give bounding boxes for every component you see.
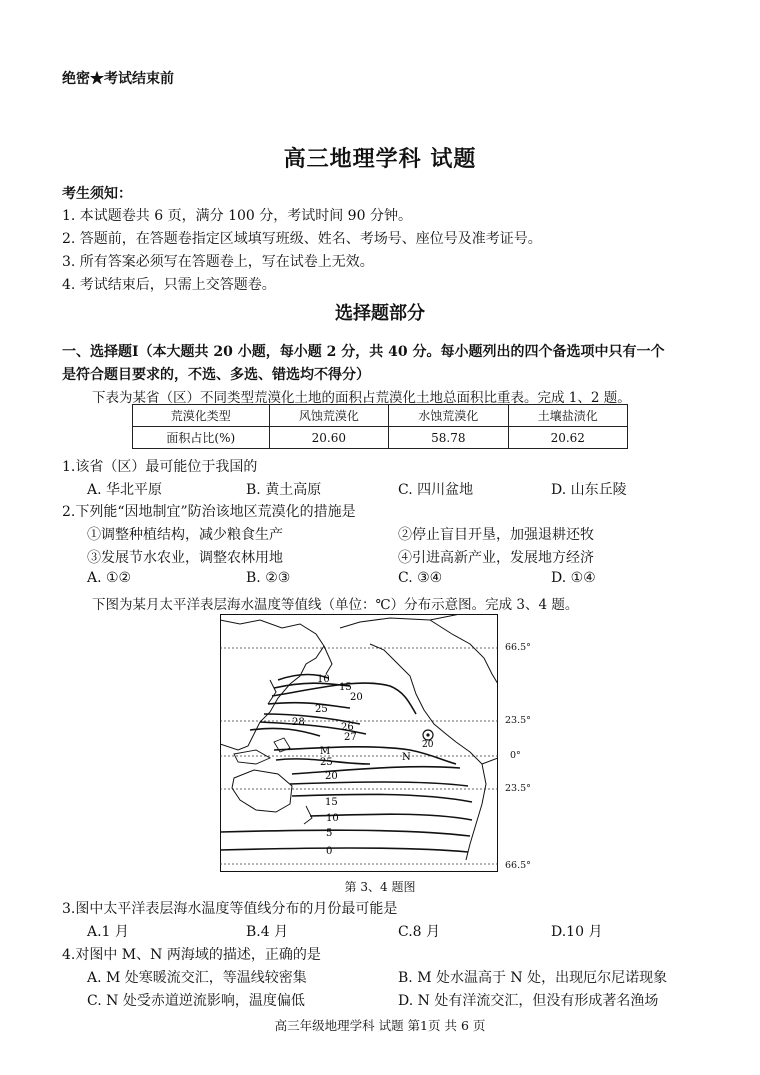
table-cell: 20.60 [269,427,388,449]
q2-option-a: A. ①② [87,570,132,586]
label-20: 20 [350,692,363,703]
note-item: 3. 所有答案必须写在答题卷上，写在试卷上无效。 [62,254,374,270]
label-28: 28 [292,717,305,728]
q2-choice-4: ④引进高新产业，发展地方经济 [398,550,594,566]
table-header-row [133,405,628,427]
label-10: 10 [317,674,330,685]
table-header-cell: 风蚀荒漠化 [269,405,388,427]
q2-choice-2: ②停止盲目开垦，加强退耕还牧 [398,527,594,543]
note-item: 2. 答题前，在答题卷指定区域填写班级、姓名、考场号、座位号及准考证号。 [62,231,542,247]
label-s20: 20 [325,771,338,782]
label-15: 15 [339,682,352,693]
note-item: 4. 考试结束后，只需上交答题卷。 [62,277,276,293]
marker-n: N [402,752,411,763]
q3-option-d: D.10 月 [551,924,603,940]
label-26: 26 [341,722,354,733]
q2-choice-3: ③发展节水农业，调整农林用地 [87,550,283,566]
confidential-mark: 绝密★考试结束前 [62,71,174,87]
q2-option-d: D. ①④ [551,570,596,586]
q4-option-a: A. M 处寒暖流交汇，等温线较密集 [87,970,307,986]
lat-label-66n: 66.5° [505,642,531,653]
paper-title: 高三地理学科 试题 [283,146,477,172]
table-row [133,427,628,449]
part-instructions-line2: 是符合题目要求的，不选、多选、错选均不得分） [62,367,370,383]
page-footer: 高三年级地理学科 试题 第1页 共 6 页 [274,1018,486,1033]
label-25: 25 [315,704,328,715]
section-title: 选择题部分 [335,303,425,324]
label-s15: 15 [325,797,338,808]
figure-caption: 第 3、4 题图 [344,880,416,894]
q3-option-c: C.8 月 [398,924,441,940]
map-frame [221,615,498,872]
label-27: 27 [344,732,357,743]
q4-option-b: B. M 处水温高于 N 处，出现厄尔尼诺现象 [398,970,668,986]
table-header-cell: 水蚀荒漠化 [389,405,508,427]
q1-option-d: D. 山东丘陵 [551,482,627,498]
table-cell: 58.78 [389,427,508,449]
table-cell: 20.62 [508,427,627,449]
lat-label-23n: 23.5° [505,715,531,726]
label-s25: 25 [320,757,333,768]
question-2-stem: 2.下列能“因地制宜”防治该地区荒漠化的措施是 [62,504,356,520]
q1-option-a: A. 华北平原 [87,482,163,498]
lat-label-equator: 0° [510,750,521,761]
q2-option-b: B. ②③ [246,570,291,586]
table-header-cell: 荒漠化类型 [133,405,270,427]
notes-heading: 考生须知： [62,186,132,202]
q1-option-c: C. 四川盆地 [398,482,474,498]
label-s5: 5 [326,828,333,839]
q2-option-c: C. ③④ [398,570,443,586]
label-s0: 0 [326,846,333,857]
part-instructions-line1: 一、选择题Ⅰ（本大题共 20 小题，每小题 2 分，共 40 分。每小题列出的四个备选项中只有一个 [62,344,665,360]
q3-option-b: B.4 月 [246,924,289,940]
table-intro: 下表为某省（区）不同类型荒漠化土地的面积占荒漠化土地总面积比重表。完成 1、2 题。 [92,390,631,406]
question-1-stem: 1.该省（区）最可能位于我国的 [62,459,258,475]
lat-label-66s: 66.5° [505,860,531,871]
desertification-table [132,404,628,449]
lat-label-23s: 23.5° [505,783,531,794]
n-marker-dot [426,733,429,736]
q3-option-a: A.1 月 [87,924,129,940]
note-item: 1. 本试题卷共 6 页，满分 100 分，考试时间 90 分钟。 [62,208,412,224]
q4-option-d: D. N 处有洋流交汇，但没有形成著名渔场 [398,993,659,1009]
marker-m: M [320,746,331,757]
q4-option-c: C. N 处受赤道逆流影响，温度偏低 [87,993,305,1009]
table-cell: 面积占比(%) [133,427,270,449]
q1-option-b: B. 黄土高原 [246,482,322,498]
question-4-stem: 4.对图中 M、N 两海域的描述，正确的是 [62,947,321,963]
map-intro: 下图为某月太平洋表层海水温度等值线（单位：℃）分布示意图。完成 3、4 题。 [92,597,579,613]
marker-n-temp: 20 [422,740,434,750]
table-header-cell: 土壤盐渍化 [508,405,627,427]
label-s10: 10 [326,813,339,824]
question-3-stem: 3.图中太平洋表层海水温度等值线分布的月份最可能是 [62,901,398,917]
q2-choice-1: ①调整种植结构，减少粮食生产 [87,527,283,543]
pacific-isotherm-map [220,614,498,872]
